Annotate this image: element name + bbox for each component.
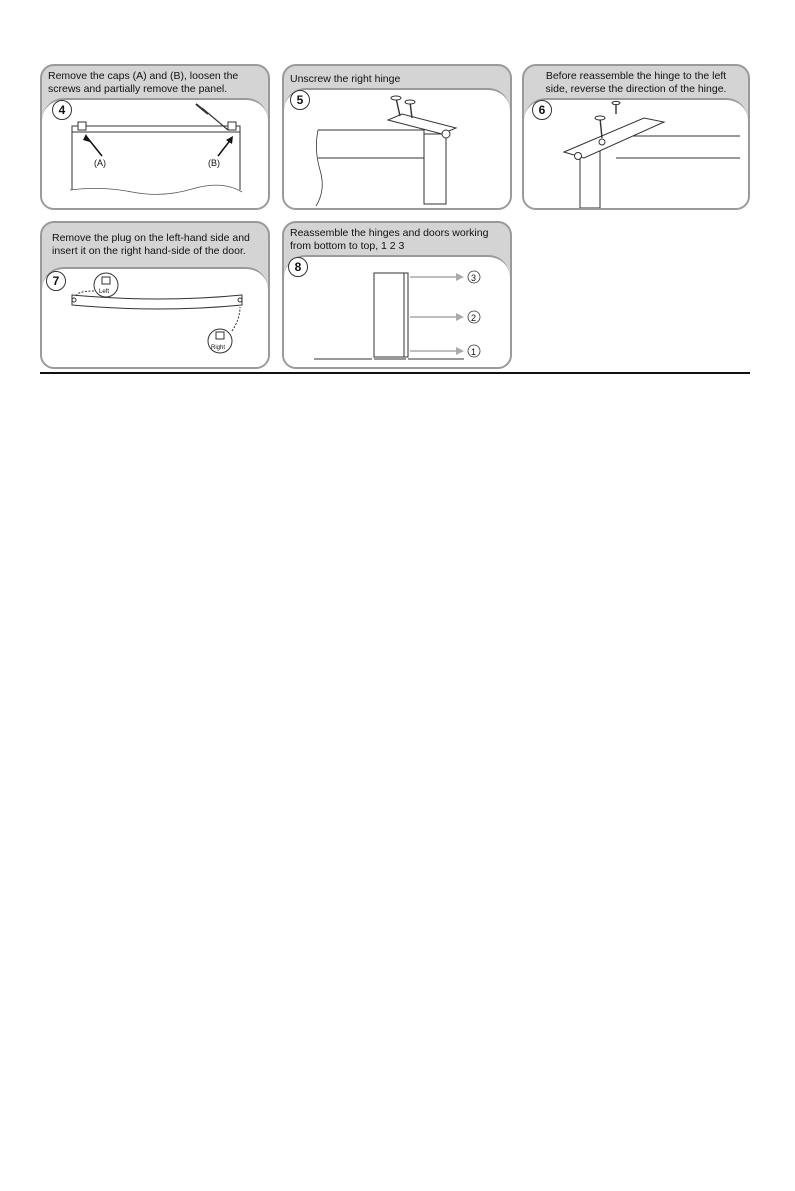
step-8-marker-3: 3 [471, 273, 477, 283]
step-7-illustration-panel [42, 267, 268, 367]
step-5-number: 5 [290, 90, 310, 110]
step-8-card [282, 221, 512, 369]
step-7-left-label: Left [99, 289, 110, 295]
step-7-number: 7 [46, 271, 66, 291]
step-7-text: Remove the plug on the left-hand side and insert it on the right hand-side of the door. [52, 232, 250, 257]
step-5-text: Unscrew the right hinge [290, 73, 401, 85]
step-4-card [40, 64, 270, 210]
step-7-illustration [42, 269, 268, 369]
section-divider [40, 372, 750, 374]
step-7-right-label: Right [211, 345, 226, 351]
step-4-illustration-panel [42, 98, 268, 208]
left-plug-icon [94, 273, 118, 297]
step-4-label-a: (A) [94, 158, 106, 168]
step-8-number: 8 [288, 257, 308, 277]
step-6-text: Before reassemble the hinge to the left side, reverse the direction of the hinge. [545, 70, 727, 95]
step-8-illustration-panel [284, 255, 510, 367]
step-4-illustration [42, 100, 268, 210]
right-plug-icon [208, 329, 232, 353]
step-4-label-b: (B) [208, 158, 220, 168]
step-8-marker-1: 1 [471, 347, 477, 357]
step-4-number: 4 [52, 100, 72, 120]
step-8-illustration [284, 257, 510, 369]
step-8-text: Reassemble the hinges and doors working from bottom to top, 1 2 3 [290, 227, 489, 252]
step-5-illustration-panel [284, 88, 510, 208]
step-6-number: 6 [532, 100, 552, 120]
step-8-marker-2: 2 [471, 313, 477, 323]
step-6-card [522, 64, 750, 210]
step-4-text: Remove the caps (A) and (B), loosen the screws and partially remove the panel. [48, 70, 239, 95]
step-5-illustration [284, 90, 510, 210]
step-6-illustration-panel [524, 98, 748, 208]
step-6-illustration [524, 100, 748, 210]
step-7-card [40, 221, 270, 369]
step-5-card [282, 64, 512, 210]
